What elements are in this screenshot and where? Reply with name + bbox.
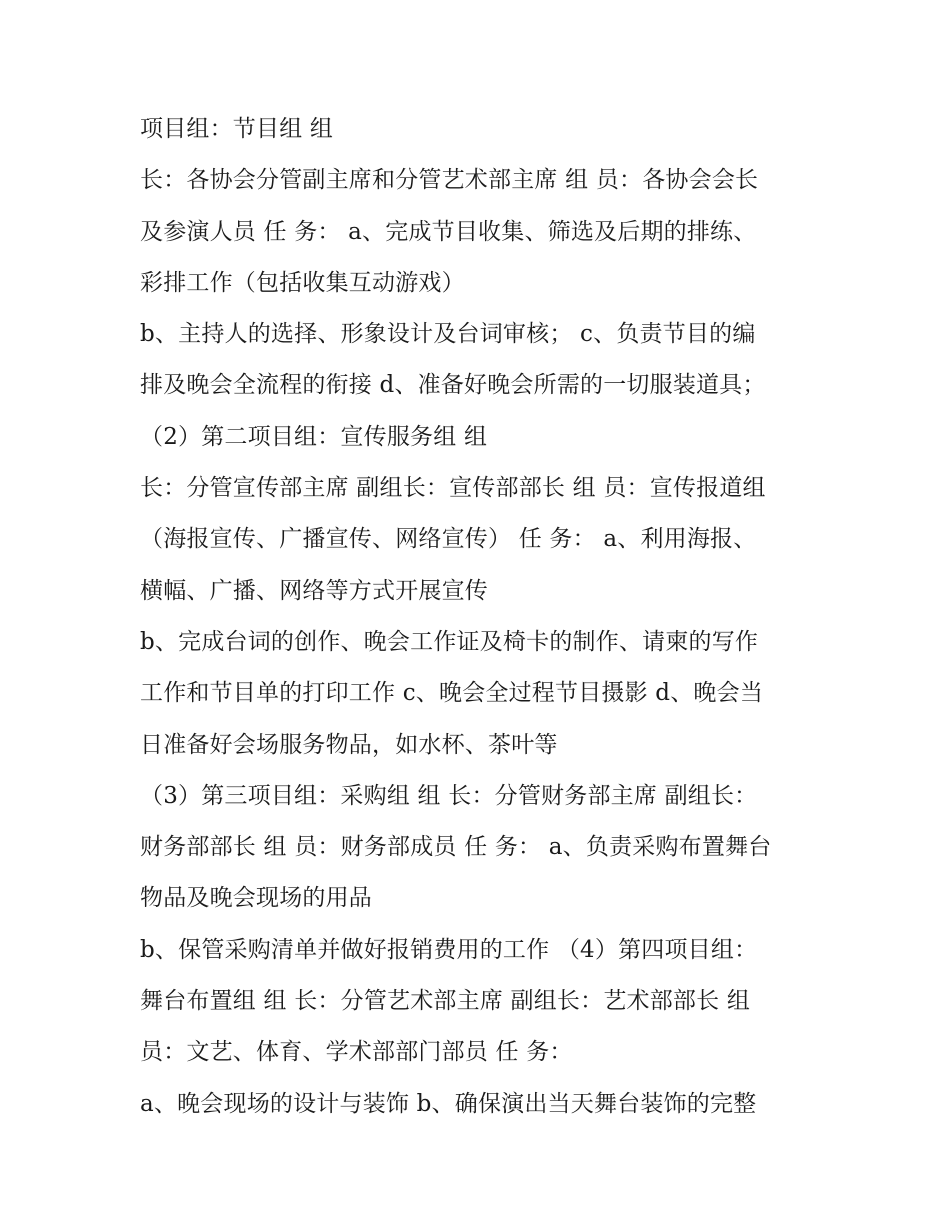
text-line: 日准备好会场服务物品，如水杯、茶叶等 [140,731,558,758]
text-line: 及参演人员 任 务： a、完成节目收集、筛选及后期的排练、 [140,218,757,245]
text-line: 员：文艺、体育、学术部部门部员 任 务： [140,1039,573,1066]
text-line: 排及晚会全流程的衔接 d、准备好晚会所需的一切服装道具； [140,372,766,399]
text-line: （海报宣传、广播宣传、网络宣传） 任 务： a、利用海报、 [140,526,757,553]
text-line: 长：分管宣传部主席 副组长：宣传部部长 组 员：宣传报道组 [140,475,766,502]
text-line: 横幅、广播、网络等方式开展宣传 [140,577,488,604]
text-line: 工作和节目单的打印工作 c、晚会全过程节目摄影 d、晚会当 [140,680,764,707]
document-body [140,104,820,1130]
text-line: 长：各协会分管副主席和分管艺术部主席 组 员：各协会会长 [140,167,759,194]
text-line: b、保管采购清单并做好报销费用的工作 （4）第四项目组： [140,936,758,963]
text-line: 彩排工作（包括收集互动游戏） [140,269,465,296]
text-line: 项目组：节目组 组 [140,116,334,142]
text-line: （2）第二项目组：宣传服务组 组 [140,423,488,450]
text-line: 舞台布置组 组 长：分管艺术部主席 副组长：艺术部部长 组 [140,988,751,1015]
text-line: 财务部部长 组 员：财务部成员 任 务： a、负责采购布置舞台 [140,834,772,861]
text-line: （3）第三项目组：采购组 组 长：分管财务部主席 副组长： [140,782,758,809]
text-line: b、完成台词的创作、晚会工作证及椅卡的制作、请柬的写作 [140,628,759,655]
text-line: b、主持人的选择、形象设计及台词审核； c、负责节目的编 [140,321,756,348]
text-line: 物品及晚会现场的用品 [140,885,372,912]
text-line: a、晚会现场的设计与装饰 b、确保演出当天舞台装饰的完整 [140,1090,757,1117]
